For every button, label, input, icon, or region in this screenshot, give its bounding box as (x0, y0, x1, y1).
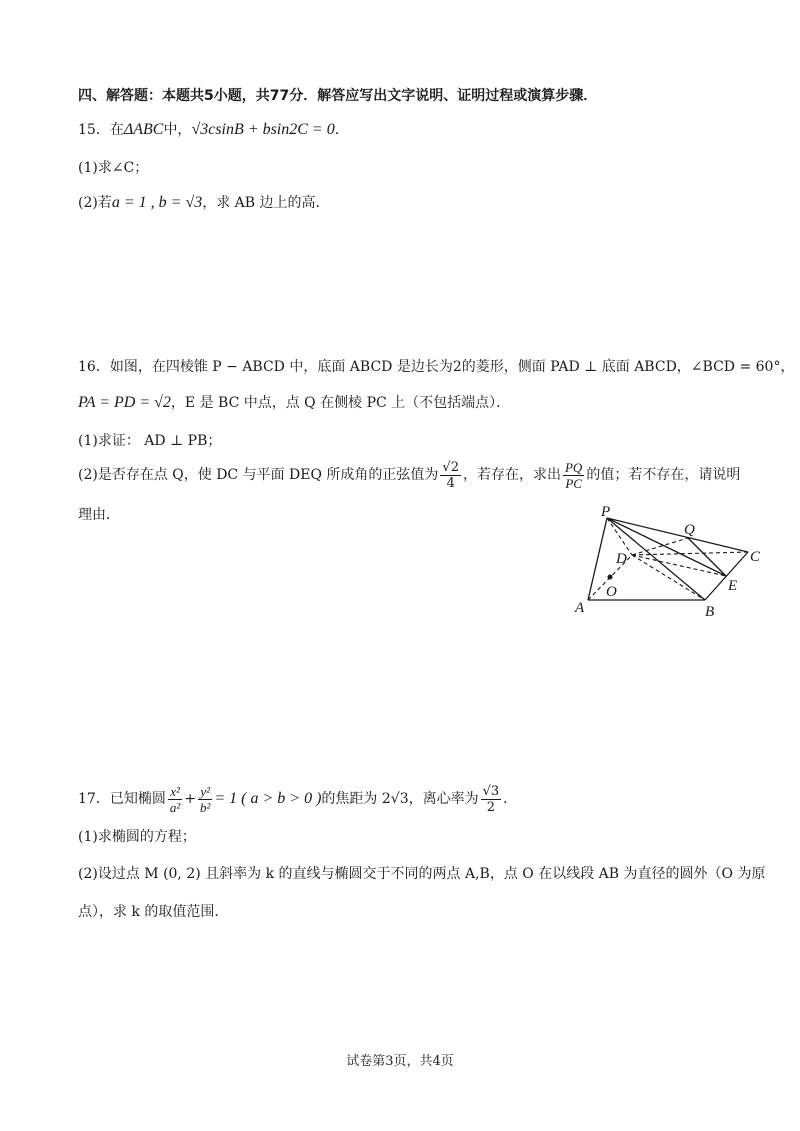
q15-p2-math: a = 1 , b = √3 (111, 194, 203, 211)
q16-p2-a: (2)是否存在点 Q，使 DC 与平面 DEQ 所成角的正弦值为 (78, 467, 439, 483)
label-o: O (606, 584, 617, 600)
label-a: A (575, 600, 585, 616)
q17-plus: + (184, 791, 196, 807)
q16-sine-fraction (440, 460, 461, 491)
q16-line1: 16．如图，在四棱锥 P − ABCD 中，底面 ABCD 是边长为2的菱形，侧面 PAD ⊥ 底面 ABCD，∠BCD = 60°， (78, 359, 795, 375)
q15-mid: 中， (163, 122, 192, 138)
q16-part1: (1)求证： AD ⊥ PB； (78, 433, 222, 449)
label-c: C (750, 549, 761, 565)
q17-y-num: y² (200, 783, 210, 799)
q17-y-fraction (198, 784, 212, 815)
q16-part2-cont: 理由． (78, 507, 120, 523)
q16-frac-num: √2 (442, 459, 459, 475)
q16-ratio-num: PQ (564, 459, 583, 475)
q15-prefix: 15．在 (78, 122, 124, 138)
edge-db (632, 555, 705, 600)
section-heading: 四、解答题：本题共5小题，共77分．解答应写出文字说明、证明过程或演算步骤． (78, 88, 598, 104)
q16-p2-c: 的值；若不存在，请说明 (586, 467, 741, 483)
q17-y-den: b² (199, 799, 211, 815)
q17-e-num: √3 (482, 783, 500, 799)
page-footer: 试卷第3页，共4页 (346, 1054, 454, 1069)
q15-part2 (78, 193, 330, 213)
edge-pa (588, 518, 607, 600)
q15-p2-suffix: ，求 AB 边上的高． (202, 195, 330, 211)
q17-x-num: x² (170, 783, 180, 799)
q15-p2-prefix: (2)若 (78, 195, 112, 211)
q17-e-den: 2 (481, 799, 502, 815)
q16-ratio-den: PC (563, 475, 584, 491)
q17-mid: 的焦距为 2√3，离心率为 (321, 791, 479, 807)
q16-ratio-fraction (563, 460, 584, 491)
q17-x-fraction (168, 784, 182, 815)
q15-triangle: ΔABC (123, 121, 164, 138)
pyramid-figure (570, 505, 770, 620)
q16-line2 (78, 393, 510, 413)
point-o (608, 575, 613, 580)
q17-e-fraction (481, 784, 502, 815)
edge-bc (705, 552, 748, 600)
q17-prefix: 17．已知椭圆 (78, 791, 166, 807)
q17-part2-line1: (2)设过点 M (0, 2) 且斜率为 k 的直线与椭圆交于不同的两点 A,B，点 O 在以线段 AB 为直径的圆外（O 为原 (78, 866, 766, 882)
q15-stem (78, 120, 349, 140)
q16-part2 (78, 458, 740, 492)
q16-line2-rest: ，E 是 BC 中点，点 Q 在侧棱 PC 上（不包括端点）． (170, 395, 511, 411)
label-b: B (705, 604, 715, 620)
q16-line2-math: PA = PD = √2 (78, 394, 171, 411)
q17-part2-line2: 点），求 k 的取值范围． (78, 904, 229, 920)
q16-p2-b: ，若存在，求出 (462, 467, 561, 483)
q15-end: ． (334, 122, 349, 138)
edge-de (632, 555, 726, 576)
q16-frac-den: 4 (440, 475, 461, 491)
label-e: E (728, 578, 738, 594)
label-q: Q (684, 522, 695, 538)
q17-stem (78, 782, 517, 816)
q15-part1: (1)求∠C； (78, 160, 149, 176)
q17-end: ． (503, 791, 518, 807)
label-p: P (601, 505, 611, 520)
q17-part1: (1)求椭圆的方程； (78, 829, 196, 845)
q17-eq-rest: = 1 ( a > b > 0 ) (214, 790, 322, 807)
label-d: D (616, 551, 627, 567)
q15-equation: √3csinB + bsin2C = 0 (191, 121, 335, 138)
q17-x-den: a² (169, 799, 181, 815)
edge-qe (688, 538, 726, 576)
